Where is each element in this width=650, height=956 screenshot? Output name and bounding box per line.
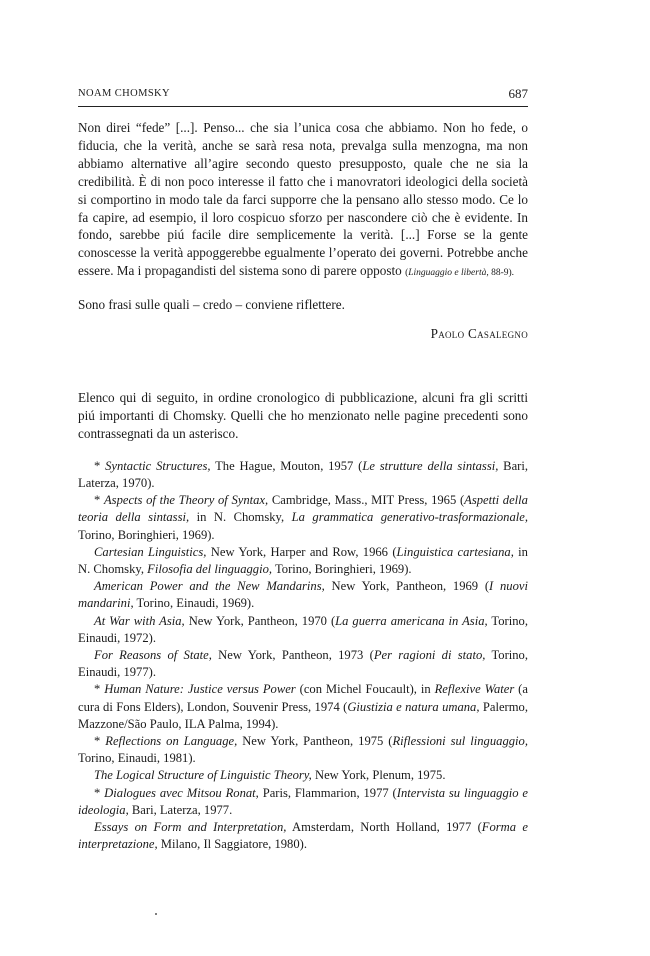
bibliography-entry: Essays on Form and Interpretation, Amsterdam, North Holland, 1977 (Forma e interpretazione, Milano, Il Saggiatore, 1980). — [78, 819, 528, 852]
bibliography-entry: * Reflections on Language, New York, Pantheon, 1975 (Riflessioni sul linguaggio, Torino, Einaudi, 1981). — [78, 733, 528, 766]
bibliography-entry: The Logical Structure of Linguistic Theory, New York, Plenum, 1975. — [94, 768, 446, 783]
running-title: NOAM CHOMSKY — [78, 88, 171, 99]
page-header — [78, 86, 528, 107]
bibliography-entry: * Human Nature: Justice versus Power (con Michel Foucault), in Reflexive Water (a cura di Fons Elders), London, Souvenir Press, 1974 (Giustizia e natura umana, Palermo, Mazzone/São Paulo, ILA Palma, 1994). — [78, 682, 528, 731]
bibliography-entry: For Reasons of State, New York, Pantheon, 1973 (Per ragioni di stato, Torino, Einaudi, 1977). — [78, 647, 528, 680]
page-body — [78, 119, 528, 853]
source-title: Linguaggio e libertà — [408, 268, 487, 279]
bibliography-entry: At War with Asia, New York, Pantheon, 1970 (La guerra americana in Asia, Torino, Einaudi, 1972). — [78, 613, 528, 645]
bibliography-entry: Cartesian Linguistics, New York, Harper and Row, 1966 (Linguistica cartesiana, in N. Chomsky, Filosofia del linguaggio, Torino, Boringhieri, 1969). — [78, 544, 528, 576]
page-number: 687 — [508, 86, 528, 101]
quote-paragraph — [78, 119, 528, 283]
scan-speck — [155, 913, 157, 915]
bibliography-list — [78, 458, 528, 854]
bibliography-entry: * Dialogues avec Mitsou Ronat, Paris, Flammarion, 1977 (Intervista su linguaggio e ideologia, Bari, Laterza, 1977. — [78, 785, 529, 817]
closing-sentence: Sono frasi sulle quali – credo – conviene riflettere. — [78, 297, 345, 313]
quote-source: (Linguaggio e libertà, 88-9). — [405, 268, 515, 279]
bibliography-entry: * Syntactic Structures, The Hague, Mouton, 1957 (Le strutture della sintassi, Bari, Laterza, 1970). — [78, 458, 529, 490]
bibliography-intro: Elenco qui di seguito, in ordine cronologico di pubblicazione, alcuni fra gli scritti piú importanti di Chomsky. Quelli che ho menzionato nelle pagine precedenti sono contrassegnati da un asterisco. — [78, 389, 528, 441]
author-signature: Paolo Casalegno — [430, 326, 528, 342]
bibliography-entry: * Aspects of the Theory of Syntax, Cambridge, Mass., MIT Press, 1965 (Aspetti della teoria della sintassi, in N. Chomsky, La grammatica generativo-trasformazionale, Torino, Boringhieri, 1969). — [78, 493, 528, 542]
quote-text: Non direi “fede” [...]. Penso... che sia l’unica cosa che abbiamo. Non ho fede, o fiducia, che la verità, anche se sarà resa nota, prevalga sulla menzogna, ma non abbiamo alternative all’agire secondo questo presupposto, quale che ne sia la credibilità. È di non poco interesse il fatto che i manovratori ideologici della società si comportino in modo tale da farci supporre che la pensano allo stesso modo. Ce lo fa capire, ad esempio, il loro cospicuo sforzo per nascondere ciò che è evidente. In fondo, sarebbe piú facile dire semplicemente la verità. [...] Forse se la gente conoscesse la verità appoggerebbe egualmente l’operato dei governi. Potrebbe anche essere. Ma i propagandisti del sistema sono di parere opposto — [78, 120, 528, 279]
bibliography-entry: American Power and the New Mandarins, New York, Pantheon, 1969 (I nuovi mandarini, Torino, Einaudi, 1969). — [78, 579, 528, 611]
